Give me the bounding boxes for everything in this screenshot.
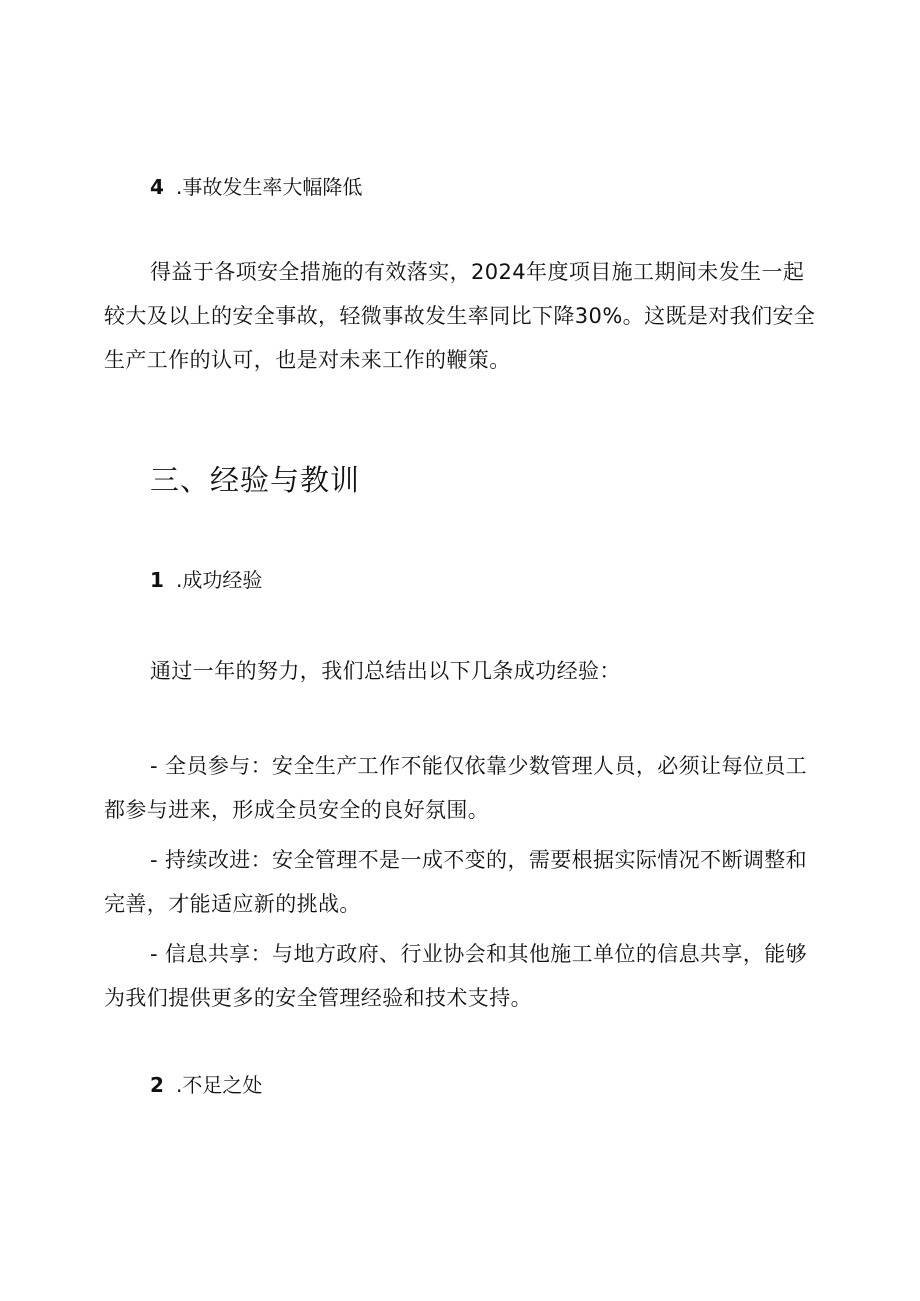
paragraph-accident-rate: 得益于各项安全措施的有效落实，2024年度项目施工期间未发生一起较大及以上的安全事故，轻微事故发生率同比下降30%。这既是对我们安全生产工作的认可，也是对未来工作的鞭策。	[104, 260, 816, 372]
subheading-text: .事故发生率大幅降低	[176, 175, 363, 199]
subheading-text: .成功经验	[176, 568, 263, 592]
bullet-item-sharing: - 信息共享：与地方政府、行业协会和其他施工单位的信息共享，能够为我们提供更多的安全管理经验和技术支持。	[104, 942, 808, 1010]
bullet-item-improvement: - 持续改进：安全管理不是一成不变的，需要根据实际情况不断调整和完善，才能适应新的挑战。	[104, 848, 808, 916]
bullet-item-participation: - 全员参与：安全生产工作不能仅依靠少数管理人员，必须让每位员工都参与进来，形成全员安全的良好氛围。	[104, 754, 808, 822]
subheading-shortcomings	[150, 1070, 262, 1100]
subheading-number: 1	[150, 568, 164, 592]
subheading-text: .不足之处	[176, 1073, 263, 1097]
paragraph-intro: 通过一年的努力，我们总结出以下几条成功经验：	[150, 659, 621, 683]
section-title-experience: 三、经验与教训	[150, 463, 361, 497]
subheading-number: 4	[150, 175, 164, 199]
subheading-accident-rate	[150, 172, 362, 202]
subheading-success	[150, 565, 262, 595]
subheading-number: 2	[150, 1073, 164, 1097]
